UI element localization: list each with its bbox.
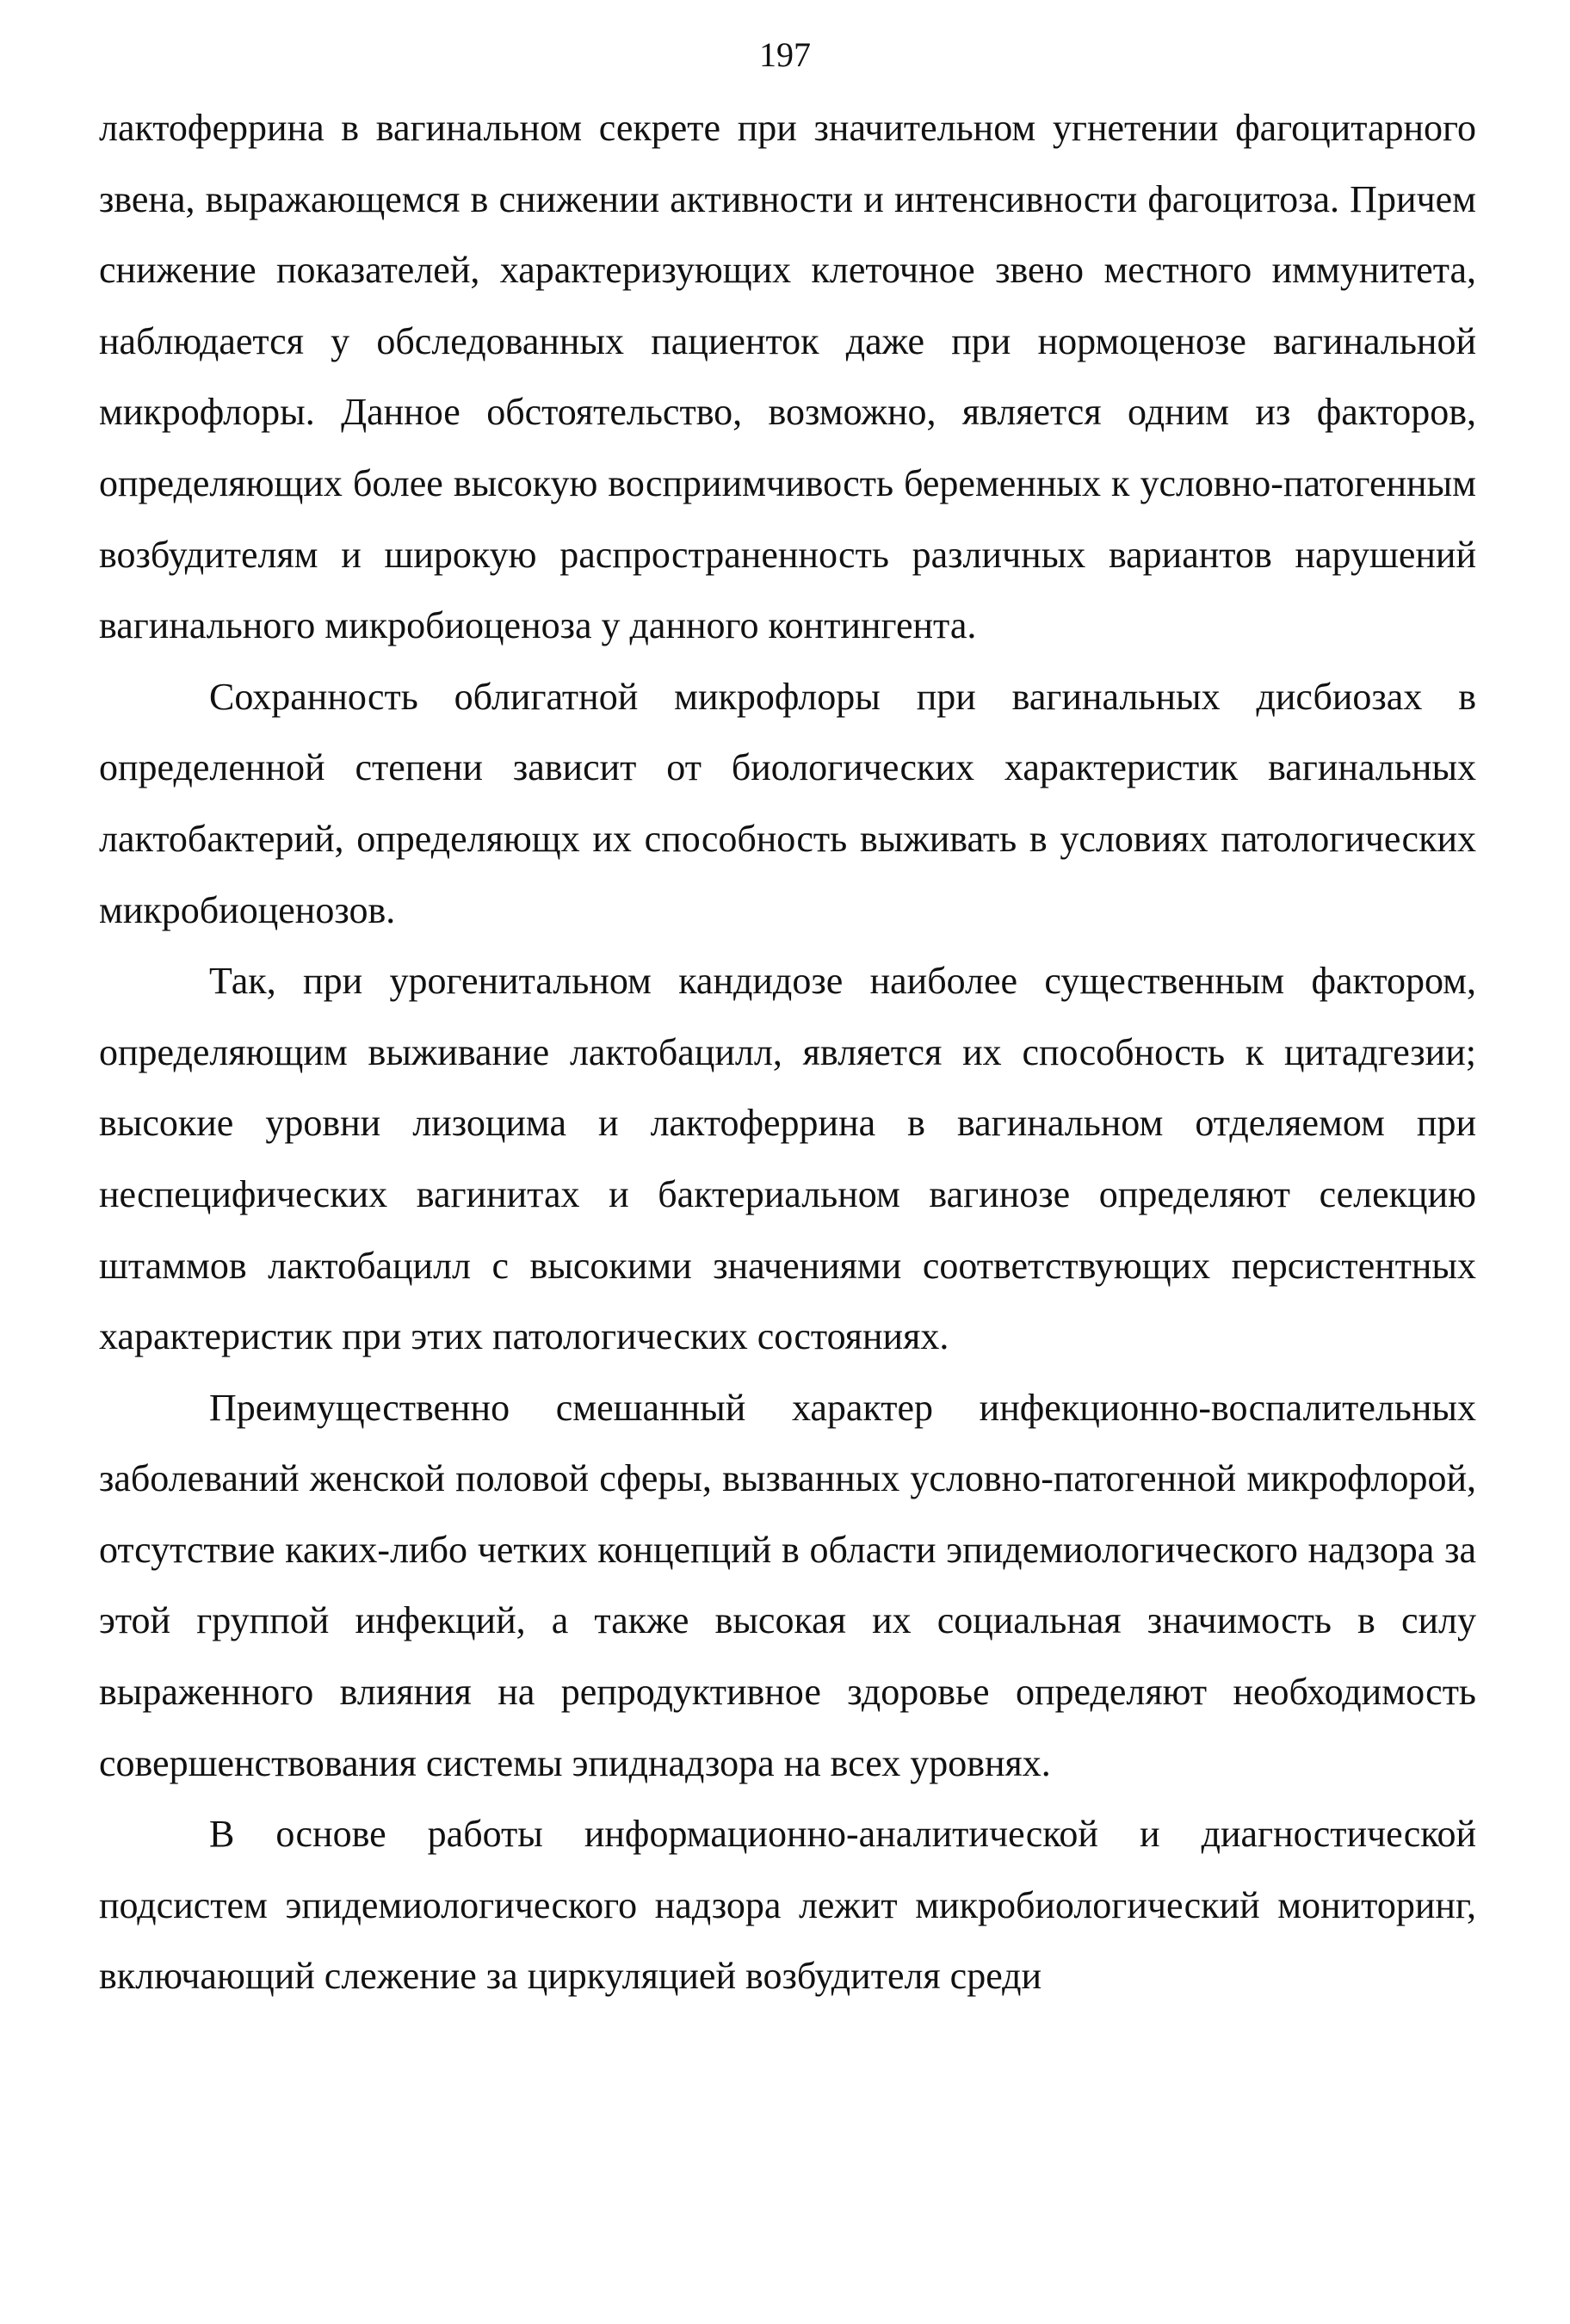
paragraph-surveillance-basis: В основе работы информационно-аналитической и диагностической подсистем эпидемиологического надзора лежит микробиологический мониторинг, включающий слежение за циркуляцией возбудителя среди xyxy=(99,1813,1476,1998)
paragraph-obligate-microflora: Сохранность облигатной микрофлоры при вагинальных дисбиозах в определенной степени зависит от биологических характеристик вагинальных лактобактерий, определяющх их способность выживать в условиях патологических микробиоценозов. xyxy=(99,675,1476,931)
paragraph-mixed-infections: Преимущественно смешанный характер инфекционно-воспалительных заболеваний женской половой сферы, вызванных условно-патогенной микрофлорой, отсутствие каких-либо четких концепций в области эпидемиологического надзора за этой группой инфекций, а также высокая их социальная значимость в силу выраженного влияния на репродуктивное здоровье определяют необходимость совершенствования системы эпиднадзора на всех уровнях. xyxy=(99,1386,1476,1784)
paragraph-continued: лактоферрина в вагинальном секрете при значительном угнетении фагоцитарного звена, выражающемся в снижении активности и интенсивности фагоцитоза. Причем снижение показателей, характеризующих клеточное звено местного иммунитета, наблюдается у обследованных пациенток даже при нормоценозе вагинальной микрофлоры. Данное обстоятельство, возможно, является одним из факторов, определяющих более высокую восприимчивость беременных к условно-патогенным возбудителям и широкую распространенность различных вариантов нарушений вагинального микробиоценоза у данного контингента. xyxy=(99,107,1476,647)
paragraph-candidiasis: Так, при урогенитальном кандидозе наиболее существенным фактором, определяющим выживание лактобацилл, является их способность к цитадгезии; высокие уровни лизоцима и лактоферрина в вагинальном отделяемом при неспецифических вагинитах и бактериальном вагинозе определяют селекцию штаммов лактобацилл с высокими значениями соответствующих персистентных характеристик при этих патологических состояниях. xyxy=(99,960,1476,1358)
page-number: 197 xyxy=(759,35,811,74)
body-text xyxy=(99,93,1476,2012)
